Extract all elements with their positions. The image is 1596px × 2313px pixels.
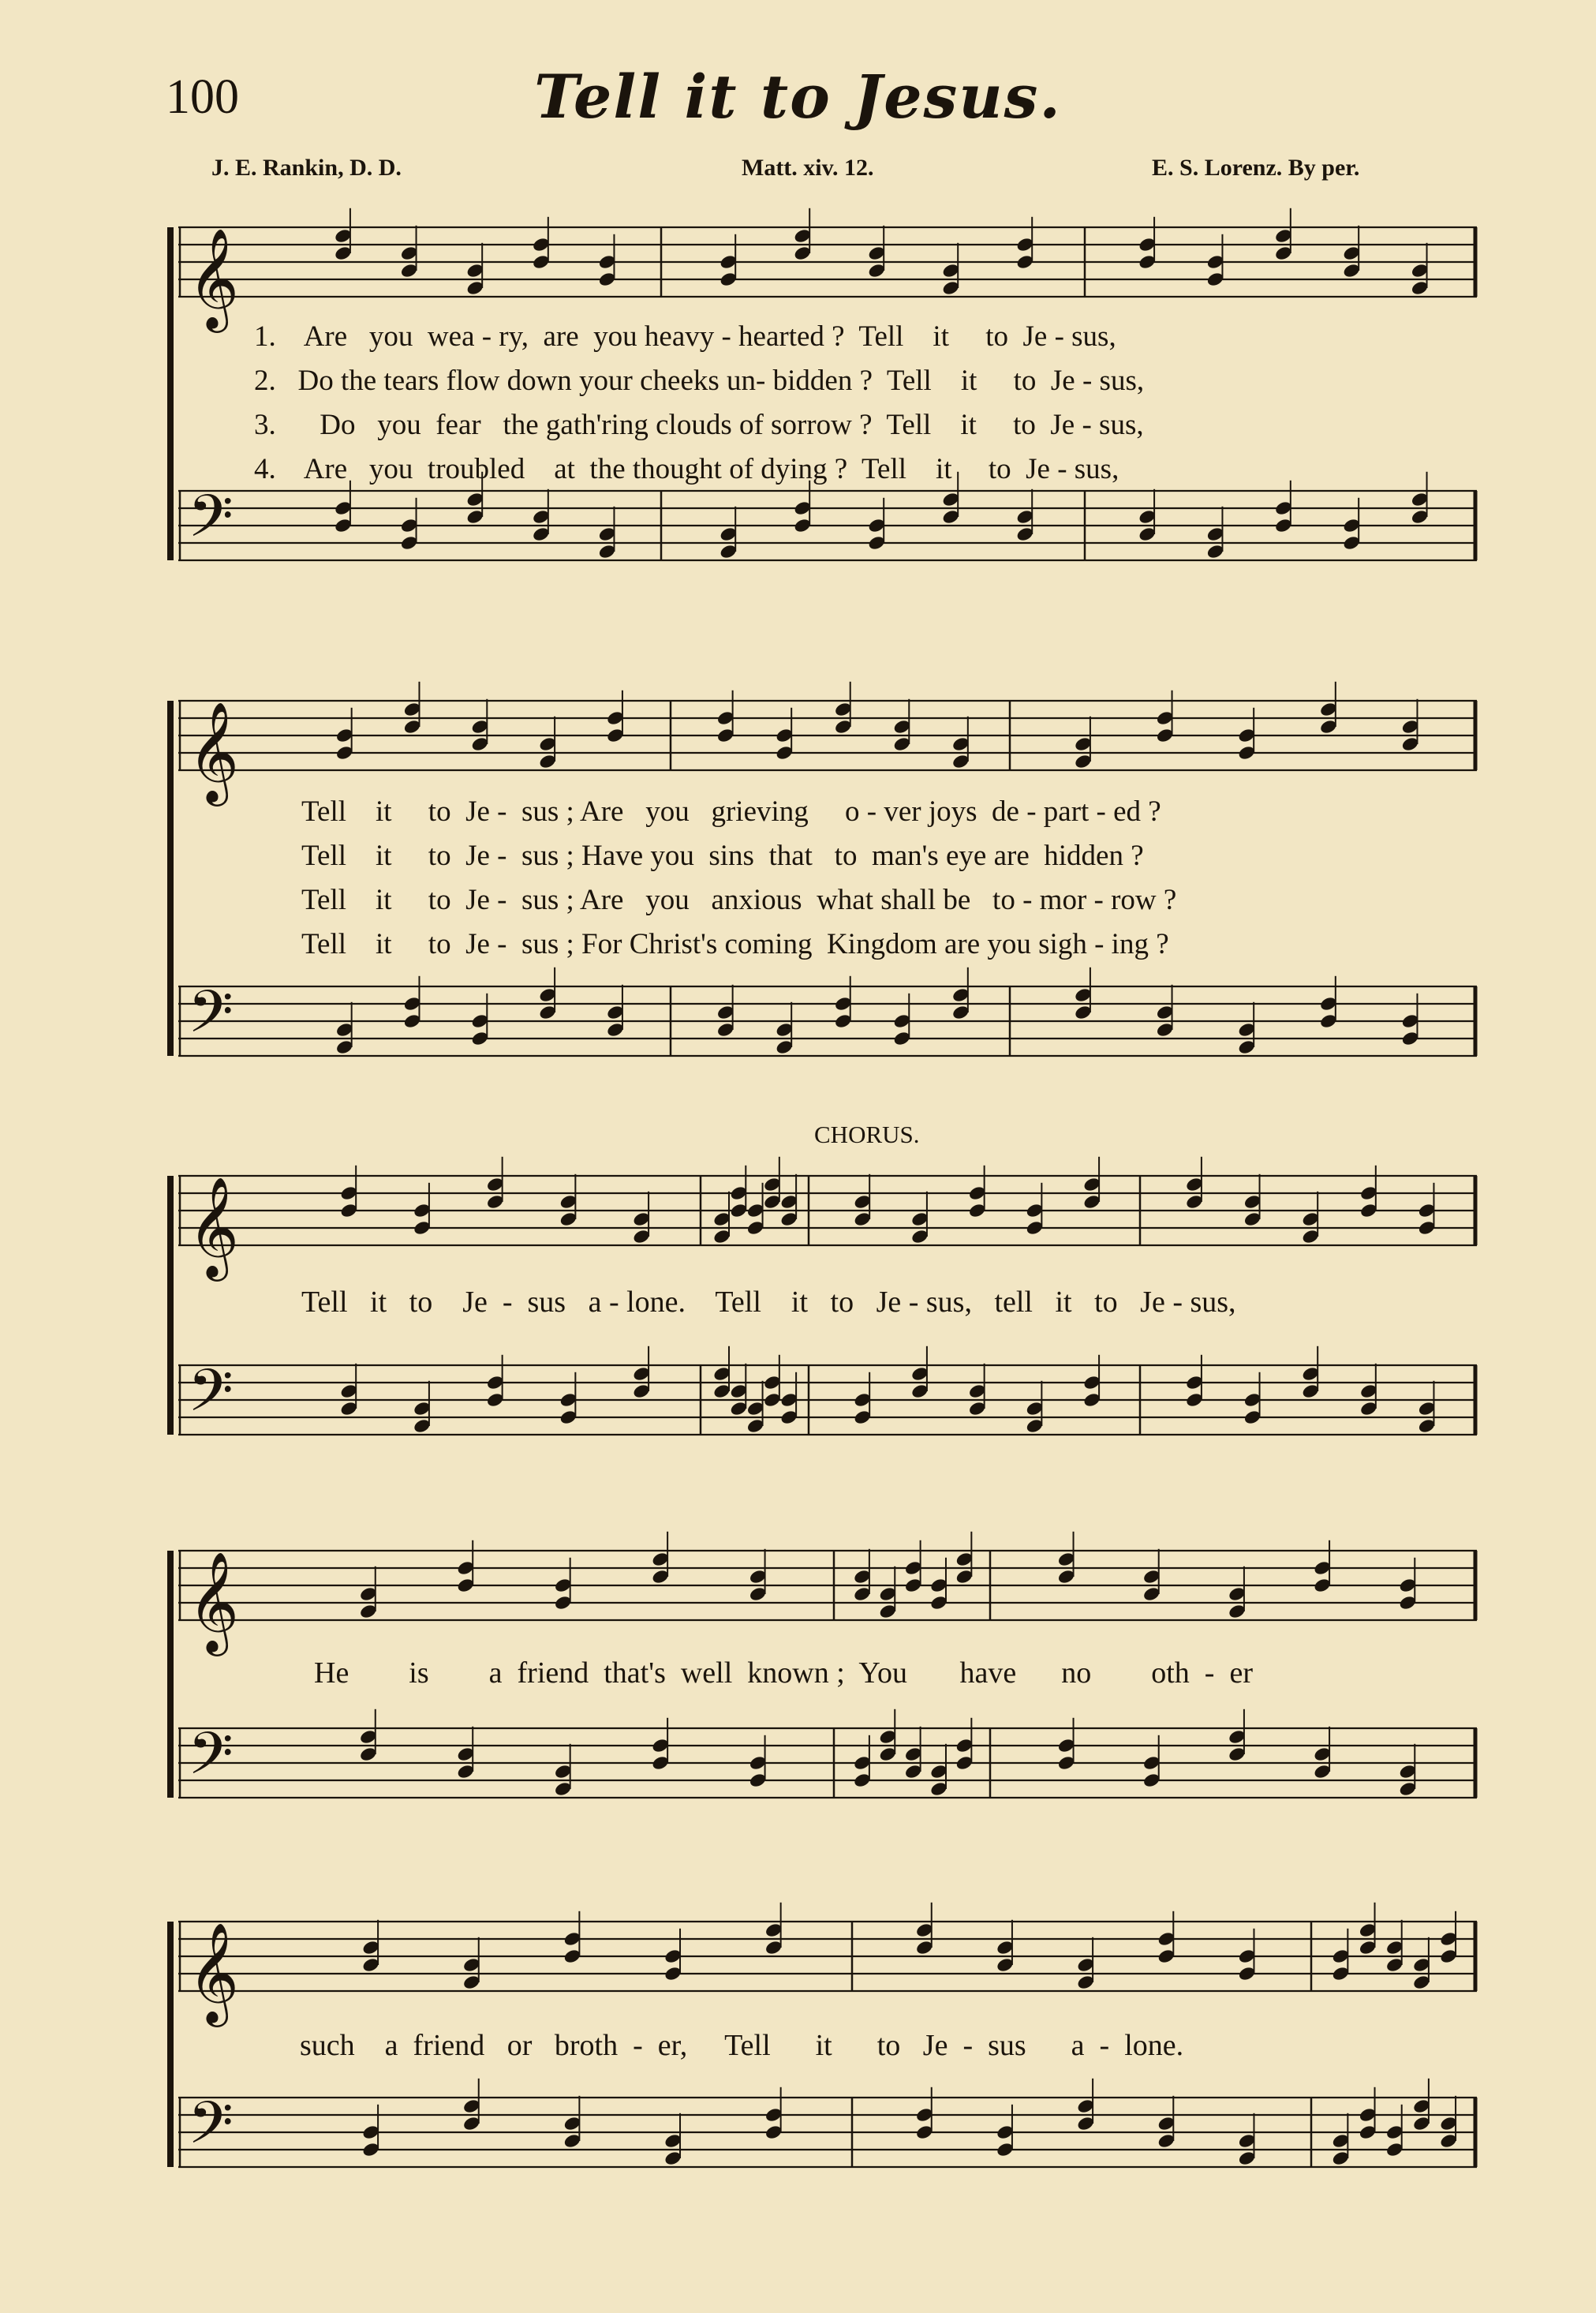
treble-clef: 𝄞 (188, 1922, 240, 2023)
verse-3-line-2: Tell it to Je - sus ; Are you anxious what shall be to - mor - row ? (301, 884, 1177, 916)
system-bracket (167, 1551, 174, 1798)
bass-clef: 𝄢 (188, 482, 234, 565)
bass-clef: 𝄢 (188, 1357, 234, 1439)
credit-author: J. E. Rankin, D. D. (211, 155, 402, 181)
treble-clef: 𝄞 (188, 1551, 240, 1652)
system-bracket (167, 1176, 174, 1435)
bass-clef: 𝄢 (188, 1720, 234, 1802)
credit-composer: E. S. Lorenz. By per. (1152, 155, 1360, 181)
chorus-line-3: such a friend or broth - er, Tell it to Je - sus a - lone. (300, 2029, 1184, 2062)
chorus-line-2: He is a friend that's well known ; You have no oth - er (314, 1656, 1253, 1690)
credit-scripture: Matt. xiv. 12. (742, 155, 874, 181)
system-bracket (167, 1922, 174, 2167)
verse-1-line-2: Tell it to Je - sus ; Are you grieving o - ver joys de - part - ed ? (301, 795, 1161, 828)
verse-2-line-1: 2. Do the tears flow down your cheeks un- bidden ? Tell it to Je - sus, (254, 365, 1145, 397)
treble-clef: 𝄞 (188, 227, 240, 328)
bass-clef: 𝄢 (188, 2089, 234, 2172)
verse-2-line-2: Tell it to Je - sus ; Have you sins that to man's eye are hidden ? (301, 840, 1144, 872)
chorus-label: CHORUS. (814, 1121, 920, 1148)
system-bracket (167, 701, 174, 1056)
verse-1-line-1: 1. Are you wea - ry, are you heavy - hearted ? Tell it to Je - sus, (254, 320, 1116, 353)
chorus-line-1: Tell it to Je - sus a - lone. Tell it to Je - sus, tell it to Je - sus, (301, 1286, 1236, 1319)
treble-clef: 𝄞 (188, 1176, 240, 1277)
verse-3-line-1: 3. Do you fear the gath'ring clouds of sorrow ? Tell it to Je - sus, (254, 409, 1144, 441)
page-number: 100 (166, 70, 239, 124)
system-bracket (167, 227, 174, 560)
treble-clef: 𝄞 (188, 701, 240, 802)
hymn-title: Tell it to Jesus. (534, 62, 1062, 132)
bass-clef: 𝄢 (188, 978, 234, 1061)
verse-4-line-1: 4. Are you troubled at the thought of dying ? Tell it to Je - sus, (254, 453, 1119, 485)
verse-4-line-2: Tell it to Je - sus ; For Christ's coming Kingdom are you sigh - ing ? (301, 928, 1169, 960)
